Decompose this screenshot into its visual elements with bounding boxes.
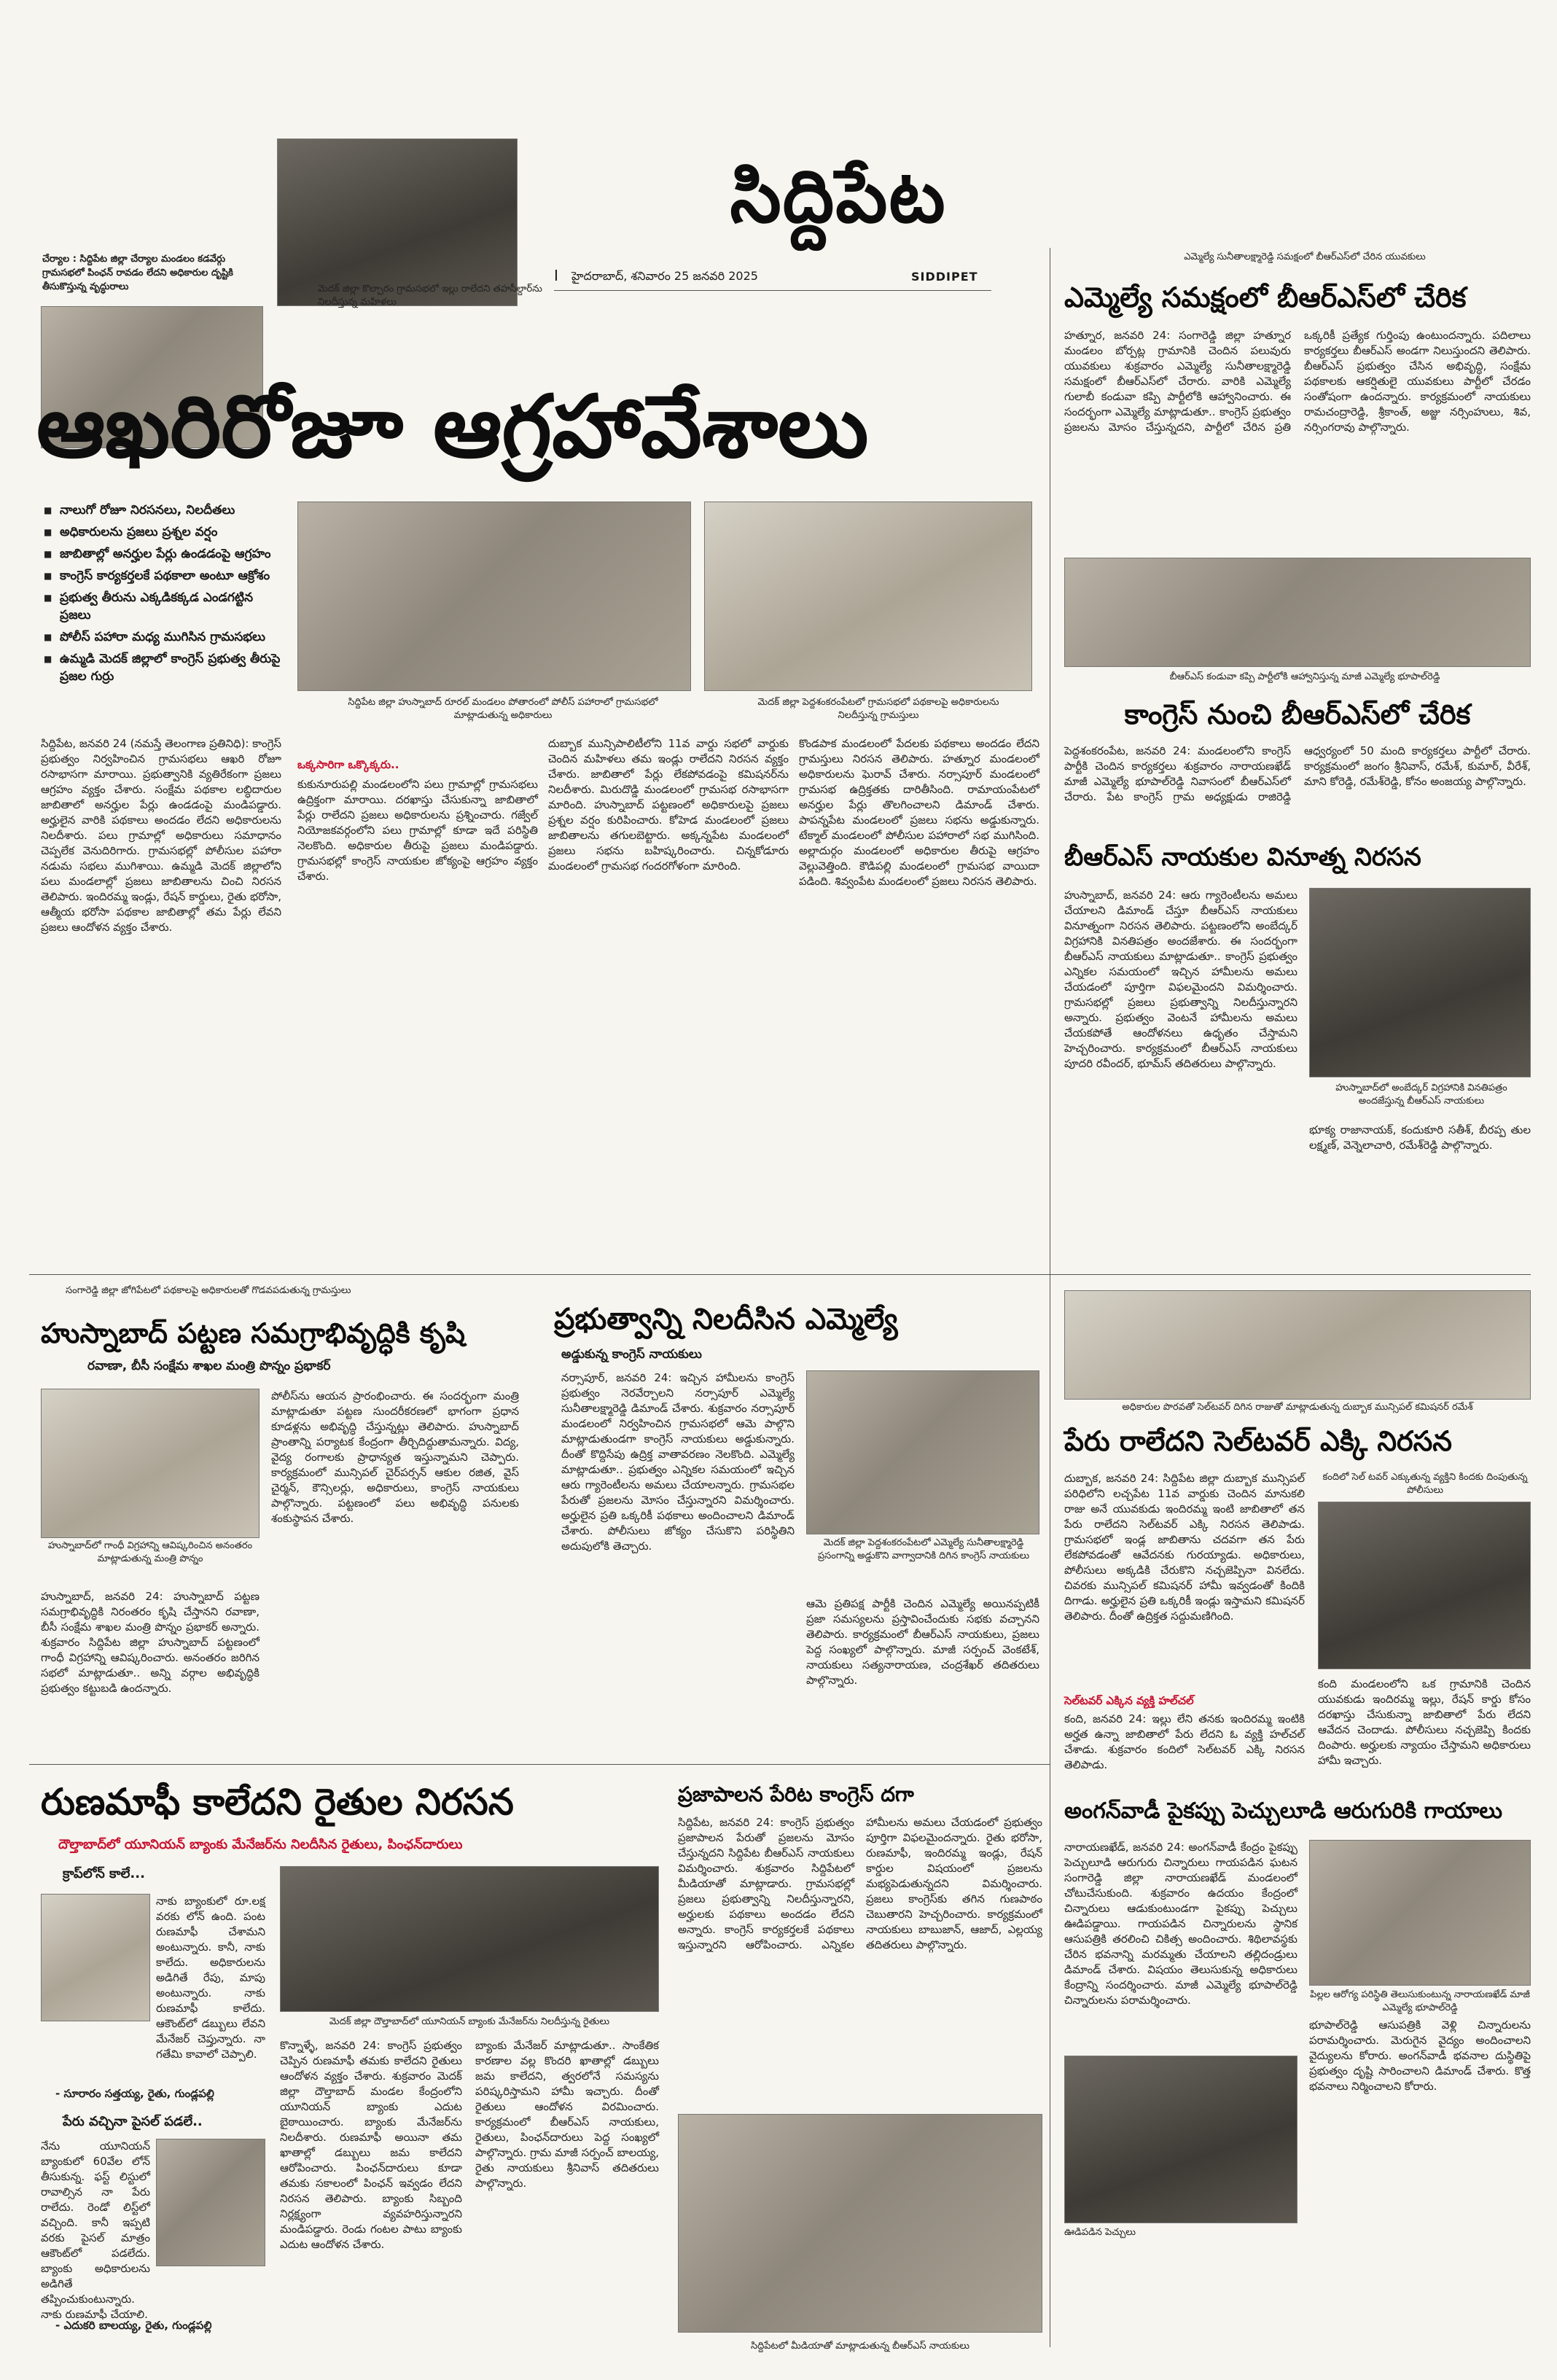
cellphone-body3: కంది మండలంలోని ఒక గ్రామానికి చెందిన యువకుడు ఇందిరమ్మ ఇల్లు, రేషన్ కార్డు కోసం దరఖాస్తు చేసుకున్నా జాబితాలో పేరు లేదని ఆవేదన చెందాడు. పోలీసులు నచ్చజెప్పి కిందకు దింపారు. అర్హులకు న్యాయం చేస్తామని అధికారులు హామీ ఇచ్చారు.: [1318, 1677, 1531, 1767]
mla-headline: ప్రభుత్వాన్ని నిలదీసిన ఎమ్మెల్యే: [554, 1303, 898, 1336]
praja-body: సిద్దిపేట, జనవరి 24: కాంగ్రెస్ ప్రభుత్వం ప్రజాపాలన పేరుతో ప్రజలను మోసం చేస్తున్నదని సిద్దిపేట బీఆర్‌ఎస్ నాయకులు విమర్శించారు. శుక్రవారం సిద్దిపేటలో మీడియాతో మాట్లాడారు. గ్రామసభల్లో ప్రజలు ప్రభుత్వాన్ని నిలదీస్తున్నారని, అర్హులకు పథకాలు అందడం లేదని అన్నారు. కాంగ్రెస్ కార్యకర్తలకే పథకాలు ఇస్తున్నారని ఆరోపించారు. ఎన్నికల హామీలను అమలు చేయడంలో ప్రభుత్వం పూర్తిగా విఫలమైందన్నారు. రైతు భరోసా, రుణమాఫీ, ఇందిరమ్మ ఇండ్లు, రేషన్ కార్డుల విషయంలో ప్రజలను మభ్యపెడుతున్నదని విమర్శించారు. ప్రజలు కాంగ్రెస్‌కు తగిన గుణపాఠం చెబుతారని హెచ్చరించారు. కార్యక్రమంలో నాయకులు బాబుజాన్, ఆజాద్, ఎల్లయ్య తదితరులు పాల్గొన్నారు.: [678, 1816, 1042, 1951]
photo-peddashankarampet-questions: [704, 502, 1032, 691]
photo-caption-pothara: సిద్దిపేట జిల్లా హుస్నాబాద్ రూరల్ మండలం పోతారంలో పోలీస్ పహారాలో గ్రామసభలో మాట్లాడుతున్న అధికారులు: [348, 697, 658, 721]
right-top-body: హత్నూర, జనవరి 24: సంగారెడ్డి జిల్లా హత్నూర మండలం బోర్పట్ల గ్రామానికి చెందిన పలువురు యువకులు శుక్రవారం ఎమ్మెల్యే సునీతాలక్ష్మారెడ్డి సమక్షంలో బీఆర్‌ఎస్‌లో చేరారు. వారికి ఎమ్మెల్యే గులాబీ కండువా కప్పి పార్టీలోకి ఆహ్వానించారు. ఈ సందర్భంగా ఎమ్మెల్యే మాట్లాడుతూ.. కాంగ్రెస్ ప్రభుత్వం ప్రజలను మోసం చేస్తున్నదని, పార్టీలో చేరిన ప్రతి ఒక్కరికీ ప్రత్యేక గుర్తింపు ఉంటుందన్నారు. పదిలాలు కార్యకర్తలు బీఆర్‌ఎస్ అండగా నిలుస్తుందని తెలిపారు. బీఆర్‌ఎస్ ప్రభుత్వం చేసిన అభివృద్ధి, సంక్షేమ పథకాలకు ఆకర్షితులై యువకులు పార్టీలో చేరడం సంతోషంగా ఉందన్నారు. కార్యక్రమంలో నాయకులు రామచంద్రారెడ్డి, శ్రీకాంత్, అజ్జు నర్సింహులు, శివ, నర్సింగరావు పాల్గొన్నారు.: [1064, 329, 1531, 434]
cellphone-body: దుబ్బాక, జనవరి 24: సిద్దిపేట జిల్లా దుబ్బాక మున్సిపల్ పరిధిలోని లచ్చపేట 11వ వార్డుకు చెందిన మానుకలి రాజు అనే యువకుడు ఇందిరమ్మ ఇంటి జాబితాలో తన పేరు రాలేదని సెల్‌టవర్ ఎక్కి నిరసన తెలిపాడు. గ్రామసభలో ఇండ్ల జాబితాను చదవగా తన పేరు లేకపోవడంతో ఆవేదనకు గురయ్యాడు. అధికారులు, పోలీసులు అక్కడికి చేరుకొని నచ్చజెప్పినా వినలేదు. చివరకు మున్సిపల్ కమిషనర్ హామీ ఇవ్వడంతో కిందికి దిగాడు. అర్హులైన ప్రతి ఒక్కరికీ ఇండ్లు ఇస్తామని కమిషనర్ తెలిపారు. దీంతో ఉద్రిక్తత సద్దుమణిగింది.: [1064, 1472, 1305, 1623]
lead-bullet: ■ ఉమ్మడి మెదక్ జిల్లాలో కాంగ్రెస్ ప్రభుత్వ తీరుపై ప్రజల గుర్రు: [41, 650, 281, 685]
husnabad-body2: పోలీస్‌ను ఆయన ప్రారంభించారు. ఈ సందర్భంగా మంత్రి మాట్లాడుతూ పట్టణ సుందరీకరణలో భాగంగా ప్రధాన కూడళ్లను అభివృద్ధి చేస్తున్నట్లు తెలిపారు. హుస్నాబాద్ ప్రాంతాన్ని పర్యాటక కేంద్రంగా తీర్చిదిద్దుతామన్నారు. విద్య, వైద్య రంగాలకు ప్రాధాన్యత ఇస్తున్నామని చెప్పారు. కార్యక్రమంలో మున్సిపల్ చైర్‌పర్సన్ ఆకుల రజిత, వైస్ చైర్మన్, కౌన్సిలర్లు, అధికారులు, కాంగ్రెస్ నాయకులు పాల్గొన్నారు. పట్టణంలో పలు అభివృద్ధి పనులకు శంకుస్థాపన చేశారు.: [271, 1389, 519, 1525]
praja-caption: సిద్దిపేటలో మీడియాతో మాట్లాడుతున్న బీఆర్‌ఎస్ నాయకులు: [751, 2341, 969, 2352]
mla-body2: ఆమె ప్రతిపక్ష పార్టీకి చెందిన ఎమ్మెల్యే అయినప్పటికీ ప్రజా సమస్యలను ప్రస్తావించేందుకు సభకు వచ్చానని తెలిపారు. కార్యక్రమంలో బీఆర్‌ఎస్ నాయకులు, ప్రజలు పెద్ద సంఖ్యలో పాల్గొన్నారు. మాజీ సర్పంచ్ వెంకటేశ్, నాయకులు సత్యనారాయణ, చంద్రశేఖర్ తదితరులు పాల్గొన్నారు.: [806, 1597, 1039, 1687]
photo-kandi-tower: [1318, 1502, 1531, 1669]
husnabad-kicker: సంగారెడ్డి జిల్లా జోగిపేటలో పథకాలపై అధికారులతో గొడవపడుతున్న గ్రామస్తులు: [66, 1285, 351, 1296]
lead-bullet: ■ జాబితాల్లో అనర్హుల పేర్లు ఉండడంపై ఆగ్రహం: [41, 545, 281, 563]
photo-union-bank: [280, 1866, 659, 2012]
photo-fallen-plaster: [1064, 2056, 1298, 2223]
masthead-dateline: హైదరాబాద్, శనివారం 25 జనవరి 2025: [571, 269, 758, 283]
farmers-quote2-by: - ఎదుకరి బాలయ్య, రైతు, గుండ్లపల్లి: [55, 2319, 212, 2332]
husnabad-body1: హుస్నాబాద్, జనవరి 24: హుస్నాబాద్ పట్టణ సమగ్రాభివృద్ధికి నిరంతరం కృషి చేస్తానని రవాణా, బీసీ సంక్షేమ శాఖల మంత్రి పొన్నం ప్రభాకర్ అన్నారు. శుక్రవారం సిద్దిపేట జిల్లా హుస్నాబాద్ పట్టణంలో గాంధీ విగ్రహాన్ని ఆవిష్కరించారు. అనంతరం జరిగిన సభలో మాట్లాడుతూ.. అన్ని వర్గాల అభివృద్ధికి ప్రభుత్వం కట్టుబడి ఉందన్నారు.: [41, 1590, 260, 1695]
cellphone-subhead: సెల్‌టవర్ ఎక్కిన వ్యక్తి హల్‌చల్: [1064, 1694, 1194, 1707]
photo-pothara-police: [297, 502, 691, 691]
mla-subhead: అడ్డుకున్న కాంగ్రెస్ నాయకులు: [561, 1347, 702, 1362]
photo-siddipet-media: [678, 2114, 1042, 2333]
anganwadi-body2: భూపాల్‌రెడ్డి ఆసుపత్రికి వెళ్లి చిన్నారులను పరామర్శించారు. మెరుగైన వైద్యం అందించాలని వైద్యులను కోరారు. అంగన్‌వాడీ భవనాల దుస్థితిపై ప్రభుత్వం దృష్టి సారించాలని డిమాండ్ చేశారు. కొత్త భవనాలు నిర్మించాలని కోరారు.: [1309, 2018, 1531, 2093]
photo-ambedkar-statue: [1309, 888, 1531, 1077]
photo-kolcharam-women: [277, 138, 518, 306]
farmers-quote2-title: పేరు వచ్చినా పైసల్ పడలే..: [63, 2114, 203, 2129]
masthead-title: సిద్దిపేట: [730, 154, 947, 239]
photo-gandhi-statue: [41, 1389, 260, 1538]
praja-headline: ప్రజాపాలన పేరిట కాంగ్రెస్ దగా: [678, 1782, 914, 1806]
lead-bullet: ■ నాలుగో రోజూ నిరసనలు, నిలదీతలు: [41, 502, 281, 519]
anganwadi-caption2: పిల్లల ఆరోగ్య పరిస్థితి తెలుసుకుంటున్న నారాయణఖేడ్ మాజీ ఎమ్మెల్యే భూపాల్‌రెడ్డి: [1310, 1989, 1530, 2013]
lead-bullets: [41, 502, 281, 690]
photo-bhupalreddy-joining: [1064, 558, 1531, 667]
anganwadi-body: నారాయణఖేడ్, జనవరి 24: అంగన్‌వాడీ కేంద్రం పైకప్పు పెచ్చులూడి ఆరుగురు చిన్నారులు గాయపడిన ఘటన సంగారెడ్డి జిల్లా నారాయణఖేడ్ మండలంలో చోటుచేసుకుంది. శుక్రవారం ఉదయం కేంద్రంలో చిన్నారులు ఆడుకుంటుండగా పైకప్పు పెచ్చులు ఊడిపడ్డాయి. గాయపడిన చిన్నారులను స్థానిక ఆసుపత్రికి తరలించి చికిత్స అందించారు. శిథిలావస్థకు చేరిన భవనాన్ని మరమ్మతు చేయాలని తల్లిదండ్రులు డిమాండ్ చేశారు. విషయం తెలుసుకున్న అధికారులు కేంద్రాన్ని సందర్శించారు. మాజీ ఎమ్మెల్యే భూపాల్‌రెడ్డి చిన్నారులను పరామర్శించారు.: [1064, 1841, 1298, 2007]
lead-subhead: ఒక్కసారిగా ఒక్కొక్కరు..: [297, 758, 399, 771]
right-protest-caption: హుస్నాబాద్‌లో అంబేద్కర్ విగ్రహానికి వినతిపత్రం అందజేస్తున్న బీఆర్‌ఎస్ నాయకులు: [1335, 1082, 1507, 1107]
right-protest-body2: భూక్య రాజానాయక్, కందుకూరి సతీశ్, బీరప్ప తుల లక్ష్మణ్, వెన్నెలాచారి, రమేశ్‌రెడ్డి పాల్గొన్నారు.: [1309, 1123, 1531, 1152]
photo-cell-tower: [1064, 1290, 1531, 1400]
photo-caption-kolcharam: మెదక్ జిల్లా కొల్చారం గ్రామసభలో ఇల్లు రాలేదని తహసీల్దార్‌ను నిలదీస్తున్న మహిళలు: [318, 284, 542, 308]
lead-bullet: ■ కాంగ్రెస్ కార్యకర్తలకే పథకాలా అంటూ ఆక్రోశం: [41, 567, 281, 585]
right-mid-body: పెద్దశంకరంపేట, జనవరి 24: మండలంలోని కాంగ్రెస్ పార్టీకి చెందిన కార్యకర్తలు శుక్రవారం నారాయణఖేడ్ మాజీ ఎమ్మెల్యే భూపాల్‌రెడ్డి నివాసంలో బీఆర్‌ఎస్‌లో చేరారు. పేట కాంగ్రెస్ గ్రామ అధ్యక్షుడు రాజిరెడ్డి ఆధ్వర్యంలో 50 మంది కార్యకర్తలు పార్టీలో చేరారు. కార్యక్రమంలో జంగం శ్రీనివాస్, రమేశ్, కుమార్, వీరేశ్, మాని కోరెడ్డి, రమేశ్‌రెడ్డి, కోనం అంజయ్య పాల్గొన్నారు.: [1064, 744, 1531, 803]
photo-farmer-sattaiah: [41, 1894, 150, 2021]
lead-body-col1: సిద్దిపేట, జనవరి 24 (నమస్తే తెలంగాణ ప్రతినిధి): కాంగ్రెస్ ప్రభుత్వం నిర్వహించిన గ్రామసభలు ఆఖరి రోజూ రసాభాసగా మారాయి. ప్రభుత్వానికి వ్యతిరేకంగా ప్రజలు ఆగ్రహం వ్యక్తం చేశారు. సంక్షేమ పథకాల లబ్ధిదారుల జాబితాలో అనర్హుల పేర్లు ఉండడంపై మండిపడ్డారు. అర్హులైన వారికి పథకాలు అందడం లేదని అధికారులను నిలదీశారు. పలు గ్రామాల్లో అధికారులు సమాధానం చెప్పలేక వెనుదిరిగారు. గ్రామసభల్లో పోలీసుల పహారా నడుమ సభలు ముగిశాయి. ఉమ్మడి మెదక్ జిల్లాలోని పలు మండలాల్లో ప్రజలు జాబితాలను చించి నిరసన తెలిపారు. ఇందిరమ్మ ఇండ్లు, రేషన్ కార్డులు, రైతు భరోసా, ఆత్మీయ భరోసా పథకాల జాబితాల్లో తమ పేర్లు లేవని ప్రజలు ఆందోళన వ్యక్తం చేశారు.: [41, 737, 281, 934]
right-protest-body: హుస్నాబాద్, జనవరి 24: ఆరు గ్యారెంటీలను అమలు చేయాలని డిమాండ్ చేస్తూ బీఆర్‌ఎస్ నాయకులు వినూత్నంగా నిరసన తెలిపారు. పట్టణంలోని అంబేద్కర్ విగ్రహానికి వినతిపత్రం అందజేశారు. ఈ సందర్భంగా బీఆర్‌ఎస్ నాయకులు మాట్లాడుతూ.. కాంగ్రెస్ ప్రభుత్వం ఎన్నికల సమయంలో ఇచ్చిన హామీలను అమలు చేయడంలో పూర్తిగా విఫలమైందని విమర్శించారు. గ్రామసభల్లో ప్రజలు ప్రభుత్వాన్ని నిలదీస్తున్నారని అన్నారు. ప్రభుత్వం వెంటనే హామీలను అమలు చేయకపోతే ఆందోళనలు ఉధృతం చేస్తామని హెచ్చరించారు. కార్యక్రమంలో బీఆర్‌ఎస్ నాయకులు పూదరి రవీందర్, భూమ్‌స్ తదితరులు పాల్గొన్నారు.: [1064, 889, 1298, 1070]
lead-headline: ఆఖరిరోజూ ఆగ్రహావేశాలు: [36, 376, 869, 477]
farmers-body2: బ్యాంకు మేనేజర్ మాట్లాడుతూ.. సాంకేతిక కారణాల వల్ల కొందరి ఖాతాల్లో డబ్బులు జమ కాలేదని, త్వరలోనే సమస్యను పరిష్కరిస్తామని హామీ ఇచ్చారు. దీంతో రైతులు ఆందోళన విరమించారు. కార్యక్రమంలో బీఆర్‌ఎస్ నాయకులు, రైతులు, పింఛన్‌దారులు పెద్ద సంఖ్యలో పాల్గొన్నారు. గ్రామ మాజీ సర్పంచ్ బాలయ్య, రైతు నాయకులు శ్రీనివాస్ తదితరులు పాల్గొన్నారు.: [475, 2039, 659, 2190]
farmers-subhead: దౌల్తాబాద్‌లో యూనియన్ బ్యాంకు మేనేజర్‌ను నిలదీసిన రైతులు, పింఛన్‌దారులు: [58, 1837, 463, 1852]
mla-body1: నర్సాపూర్, జనవరి 24: ఇచ్చిన హామీలను కాంగ్రెస్ ప్రభుత్వం నెరవేర్చాలని నర్సాపూర్ ఎమ్మెల్యే సునీతాలక్ష్మారెడ్డి డిమాండ్ చేశారు. శుక్రవారం నర్సాపూర్ మండలంలో నిర్వహించిన గ్రామసభలో ఆమె పాల్గొని మాట్లాడుతుండగా కాంగ్రెస్ నాయకులు అడ్డుకున్నారు. దీంతో కొద్దిసేపు ఉద్రిక్త వాతావరణం నెలకొంది. ఎమ్మెల్యే మాట్లాడుతూ.. ప్రభుత్వం ఎన్నికల సమయంలో ఇచ్చిన ఆరు గ్యారెంటీలను అమలు చేయాలన్నారు. గ్రామసభల పేరుతో ప్రజలను మోసం చేస్తున్నారని విమర్శించారు. అర్హులైన ప్రతి ఒక్కరికీ పథకాలు అందించాలని డిమాండ్ చేశారు. పోలీసులు జోక్యం చేసుకొని పరిస్థితిని అదుపులోకి తెచ్చారు.: [561, 1371, 795, 1553]
section-rule: [29, 1274, 1531, 1275]
farmers-quote1: నాకు బ్యాంకులో రూ.లక్ష వరకు లోన్ ఉంది. పంట రుణమాఫీ చేశామని అంటున్నారు. కానీ, నాకు కాలేదు. అధికారులను అడిగితే రేపు, మాపు అంటున్నారు. నాకు రుణమాఫీ కాలేదు. ఆకౌంట్‌లో డబ్బులు లేవని మేనేజర్ చెప్తున్నారు. నా గతేమి కావాలో చెప్పాలి.: [156, 1895, 265, 2061]
lead-body-col2: కుకునూరుపల్లి మండలంలోని పలు గ్రామాల్లో గ్రామసభలు ఉద్రిక్తంగా మారాయి. దరఖాస్తు చేసుకున్నా జాబితాలో పేర్లు రాలేదని ప్రజలు అధికారులను ప్రశ్నించారు. గజ్వేల్ నియోజకవర్గంలోని పలు గ్రామాల్లో కూడా ఇదే పరిస్థితి నెలకొంది. అధికారుల తీరుపై ప్రజలు మండిపడ్డారు. గ్రామసభల్లో కాంగ్రెస్ నాయకుల జోక్యంపై ఆగ్రహం వ్యక్తం చేశారు.: [297, 778, 538, 883]
masthead-rule: [554, 290, 991, 291]
farmers-headline: రుణమాఫీ కాలేదని రైతుల నిరసన: [41, 1781, 514, 1823]
cellphone-caption: అధికారుల పొరవతో సెల్‌టవర్ దిగిన రాజుతో మాట్లాడుతున్న దుబ్బాక మున్సిపల్ కమిషనర్ రమేశ్: [1122, 1402, 1473, 1413]
husnabad-caption: హుస్నాబాద్‌లో గాంధీ విగ్రహాన్ని ఆవిష్కరించిన అనంతరం మాట్లాడుతున్న మంత్రి పొన్నం: [47, 1540, 253, 1564]
anganwadi-headline: అంగన్‌వాడీ పైకప్పు పెచ్చులూడి ఆరుగురికి గాయాలు: [1064, 1798, 1503, 1824]
farmers-body: కొన్నాళ్ళే, జనవరి 24: కాంగ్రెస్ ప్రభుత్వం చెప్పిన రుణమాఫీ తమకు కాలేదని రైతులు ఆందోళన వ్యక్తం చేశారు. శుక్రవారం మెదక్ జిల్లా దౌల్తాబాద్ మండల కేంద్రంలోని యూనియన్ బ్యాంకు ఎదుట బైఠాయించారు. బ్యాంకు మేనేజర్‌ను నిలదీశారు. రుణమాఫీ అయినా తమ ఖాతాల్లో డబ్బులు జమ కాలేదని ఆరోపించారు. పింఛన్‌దారులు కూడా తమకు సకాలంలో పింఛన్ ఇవ్వడం లేదని నిరసన తెలిపారు. బ్యాంకు సిబ్బంది నిర్లక్ష్యంగా వ్యవహరిస్తున్నారని మండిపడ్డారు. రెండు గంటల పాటు బ్యాంకు ఎదుట ఆందోళన చేశారు.: [280, 2039, 462, 2251]
farmers-quote2: నేను యూనియన్ బ్యాంకులో 60వేల లోన్ తీసుకున్న. ఫస్ట్ లిస్టులో రావాల్సిన నా పేరు రాలేదు. రెండో లిస్ట్‌లో వచ్చింది. కానీ ఇప్పటి వరకు పైసల్ మాత్రం ఆకౌంట్‌లో పడలేదు. బ్యాంకు అధికారులను అడిగితే తప్పించుకుంటున్నారు. నాకు రుణమాఫీ చేయాలి.: [41, 2139, 150, 2321]
mla-caption: మెదక్ జిల్లా పెద్దశంకరంపేటలో ఎమ్మెల్యే సునీతాలక్ష్మారెడ్డి ప్రసంగాన్ని అడ్డుకొని వాగ్వాదానికి దిగిన కాంగ్రెస్ నాయకులు: [817, 1537, 1030, 1561]
cellphone-body2: కంది, జనవరి 24: ఇల్లు లేని తనకు ఇందిరమ్మ ఇంటికి అర్హత ఉన్నా జాబితాలో పేరు లేదని ఓ వ్యక్తి హల్‌చల్ చేశాడు. శుక్రవారం కందిలో సెల్‌టవర్ ఎక్కి నిరసన తెలిపాడు.: [1064, 1712, 1305, 1771]
photo-anganwadi-roof: [1309, 1840, 1531, 1986]
right-top-caption: ఎమ్మెల్యే సునీతాలక్ష్మారెడ్డి సమక్షంలో బీఆర్‌ఎస్‌లో చేరిన యువకులు: [1184, 251, 1426, 262]
lead-bullet: ■ ప్రభుత్వ తీరును ఎక్కడికక్కడ ఎండగట్టిన ప్రజలు: [41, 589, 281, 624]
lead-body-col4: కొండపాక మండలంలో పేదలకు పథకాలు అందడం లేదని గ్రామస్తులు నిరసన తెలిపారు. హత్నూర మండలంలో అధికారులను ఘెరావ్ చేశారు. నర్సాపూర్ మండలంలో గ్రామసభ ఉద్రిక్తతకు దారితీసింది. రామాయంపేటలో అనర్హుల పేర్లు తొలగించాలని డిమాండ్ చేశారు. పాపన్నపేట మండలంలో ప్రజలు సభను అడ్డుకున్నారు. టేక్మాల్ మండలంలో పోలీసుల పహారాలో సభ ముగిసింది. అల్లాదుర్గం మండలంలో అధికారుల తీరుపై ఆగ్రహం వెల్లువెత్తింది. కౌడిపల్లి మండలంలో గ్రామసభ వాయిదా పడింది. శివ్వంపేట మండలంలో ప్రజలు నిరసన తెలిపారు.: [799, 737, 1039, 888]
photo-caption-chervial: చేర్యాల : సిద్దిపేట జిల్లా చేర్యాల మండలం కడవేర్గు గ్రామసభలో పింఛన్ రావడం లేదని అధికారుల దృష్టికి తీసుకొస్తున్న వృద్ధురాలు: [42, 254, 233, 292]
lead-body-col3: దుబ్బాక మున్సిపాలిటీలోని 11వ వార్డు సభలో వార్డుకు చెందిన మహిళలు తమ ఇండ్లు రాలేదని నిరసన వ్యక్తం చేశారు. జాబితాలో పేర్లు లేకపోవడంపై కమిషనర్‌ను నిలదీశారు. మిరుదొడ్డి మండలంలో గ్రామసభ రసాభాసగా మారింది. హుస్నాబాద్ పట్టణంలో అధికారులపై ప్రజలు ప్రశ్నల వర్షం కురిపించారు. కోహెడ మండలంలో ప్రజలు జాబితాలను తగులబెట్టారు. అక్కన్నపేట మండలంలో ప్రజలు సభను బహిష్కరించారు. చిన్నకోడూరు మండలంలో గ్రామసభ గందరగోళంగా మారింది.: [548, 737, 789, 873]
cellphone-caption2: కందిలో సెల్ టవర్ ఎక్కుతున్న వ్యక్తిని కిందకు దింపుతున్న పోలీసులు: [1322, 1472, 1528, 1496]
husnabad-subhead: రవాణా, బీసీ సంక్షేమ శాఖల మంత్రి పొన్నం ప్రభాకర్: [87, 1359, 331, 1373]
photo-mla-peddashankarampet: [806, 1370, 1039, 1534]
lead-bullet: ■ అధికారులను ప్రజలు ప్రశ్నల వర్షం: [41, 523, 281, 541]
cellphone-headline: పేరు రాలేదని సెల్‌టవర్ ఎక్కి నిరసన: [1064, 1425, 1452, 1457]
lead-bullet: ■ పోలీస్ పహారా మధ్య ముగిసిన గ్రామసభలు: [41, 628, 281, 646]
anganwadi-caption: ఊడిపడిన పెచ్చులు: [1064, 2227, 1136, 2238]
right-mid-headline: కాంగ్రెస్ నుంచి బీఆర్‌ఎస్‌లో చేరిక: [1124, 698, 1471, 730]
right-protest-headline: బీఆర్‌ఎస్ నాయకుల వినూత్న నిరసన: [1064, 843, 1421, 872]
photo-farmer-balaiah: [156, 2139, 265, 2266]
husnabad-headline: హుస్నాబాద్ పట్టణ సమగ్రాభివృద్ధికి కృషి: [41, 1317, 465, 1349]
masthead-marker: I: [554, 267, 558, 284]
masthead-english: SIDDIPET: [911, 270, 978, 284]
farmers-quote1-by: - సూరారం సత్తయ్య, రైతు, గుండ్లపల్లి: [55, 2087, 214, 2100]
right-mid-caption: బీఆర్‌ఎస్ కండువా కప్పి పార్టీలోకి ఆహ్వానిస్తున్న మాజీ ఎమ్మెల్యే భూపాల్‌రెడ్డి: [1169, 671, 1440, 682]
farmers-caption: మెదక్ జిల్లా దౌల్తాబాద్‌లో యూనియన్ బ్యాంకు మేనేజర్‌ను నిలదీస్తున్న రైతులు: [329, 2016, 610, 2027]
photo-caption-peddashankarampet: మెదక్ జిల్లా పెద్దశంకరంపేటలో గ్రామసభలో పథకాలపై అధికారులను నిలదీస్తున్న గ్రామస్తులు: [757, 697, 999, 721]
section-rule-lower: [29, 1764, 1050, 1765]
farmers-quote1-title: క్రాప్‌లోన్ కాలే...: [63, 1866, 145, 1881]
right-top-headline: ఎమ్మెల్యే సమక్షంలో బీఆర్‌ఎస్‌లో చేరిక: [1064, 281, 1467, 313]
